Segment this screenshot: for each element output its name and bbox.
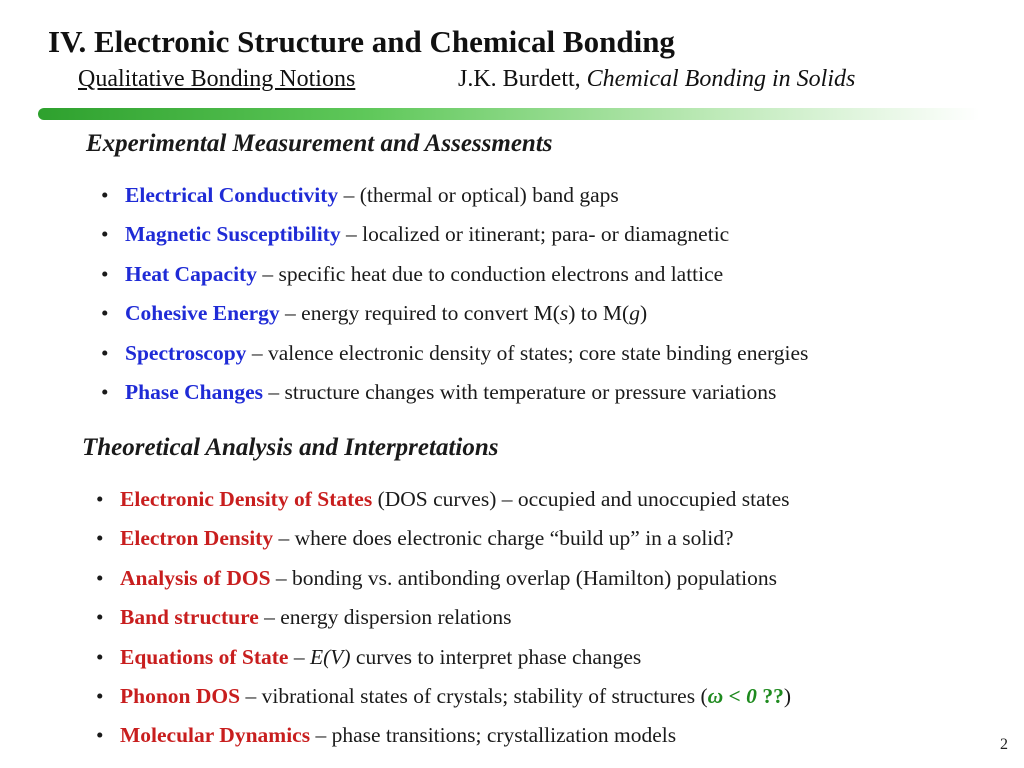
subtitle-reference bbox=[458, 66, 855, 93]
item-term: Spectroscopy bbox=[125, 340, 247, 365]
item-description: – phase transitions; crystallization models bbox=[310, 723, 677, 748]
item-term: Analysis of DOS bbox=[120, 565, 271, 590]
list-item bbox=[101, 377, 808, 416]
item-description: – energy required to convert M( bbox=[279, 301, 560, 326]
title-divider-bar bbox=[38, 108, 980, 120]
list-item bbox=[101, 219, 808, 258]
item-description: – energy dispersion relations bbox=[258, 605, 512, 630]
list-item bbox=[96, 682, 791, 721]
theoretical-heading: Theoretical Analysis and Interpretations bbox=[82, 434, 499, 461]
theoretical-list bbox=[96, 485, 791, 761]
experimental-list bbox=[101, 180, 808, 416]
reference-book-title: Chemical Bonding in Solids bbox=[586, 66, 856, 92]
item-term: Cohesive Energy bbox=[125, 301, 280, 326]
list-item bbox=[96, 603, 791, 642]
item-description: – localized or itinerant; para- or diamagnetic bbox=[340, 222, 730, 247]
item-description: – bonding vs. antibonding overlap (Hamilton) populations bbox=[270, 565, 777, 590]
item-description: (DOS curves) – occupied and unoccupied states bbox=[372, 487, 790, 511]
list-item bbox=[96, 524, 791, 563]
list-item bbox=[96, 643, 791, 682]
list-item bbox=[101, 298, 808, 337]
item-term: Molecular Dynamics bbox=[120, 723, 311, 748]
item-description: – valence electronic density of states; core state binding energies bbox=[246, 340, 809, 365]
item-term: Phase Changes bbox=[125, 379, 263, 404]
list-item bbox=[96, 564, 791, 603]
state-gas: g bbox=[629, 301, 640, 326]
list-item bbox=[101, 338, 808, 377]
list-item bbox=[101, 259, 808, 298]
item-term: Equations of State bbox=[120, 644, 289, 669]
item-term: Heat Capacity bbox=[125, 261, 257, 286]
item-description: – structure changes with temperature or pressure variations bbox=[262, 379, 777, 404]
item-description-mid: ) to M( bbox=[568, 301, 630, 326]
item-term: Electrical Conductivity bbox=[125, 183, 339, 207]
item-description: – where does electronic charge “build up” in a solid? bbox=[273, 526, 734, 551]
slide-title: IV. Electronic Structure and Chemical Bonding bbox=[48, 24, 675, 59]
state-solid: s bbox=[559, 301, 569, 326]
list-item bbox=[96, 721, 791, 760]
item-term: Phonon DOS bbox=[120, 683, 241, 708]
experimental-heading: Experimental Measurement and Assessments bbox=[86, 130, 553, 157]
item-description-end: curves to interpret phase changes bbox=[350, 644, 642, 669]
omega-math: ω < 0 bbox=[707, 683, 757, 708]
question-marks: ?? bbox=[756, 683, 784, 708]
item-description: – (thermal or optical) band gaps bbox=[338, 183, 619, 207]
subtitle bbox=[78, 66, 856, 93]
item-description: – specific heat due to conduction electrons and lattice bbox=[256, 261, 724, 286]
list-item bbox=[101, 180, 808, 219]
item-description-end: ) bbox=[639, 301, 648, 326]
item-term: Magnetic Susceptibility bbox=[125, 222, 341, 247]
item-description: – bbox=[288, 644, 310, 669]
item-term: Band structure bbox=[120, 605, 259, 630]
subtitle-topic: Qualitative Bonding Notions bbox=[78, 66, 356, 92]
item-term: Electron Density bbox=[120, 526, 274, 551]
item-description: – vibrational states of crystals; stability of structures ( bbox=[240, 683, 708, 708]
list-item bbox=[96, 485, 791, 524]
item-term: Electronic Density of States bbox=[120, 487, 373, 511]
item-description-end: ) bbox=[783, 683, 791, 708]
reference-author: J.K. Burdett, bbox=[458, 66, 587, 92]
page-number: 2 bbox=[1000, 736, 1008, 753]
energy-volume-math: E(V) bbox=[309, 644, 351, 669]
